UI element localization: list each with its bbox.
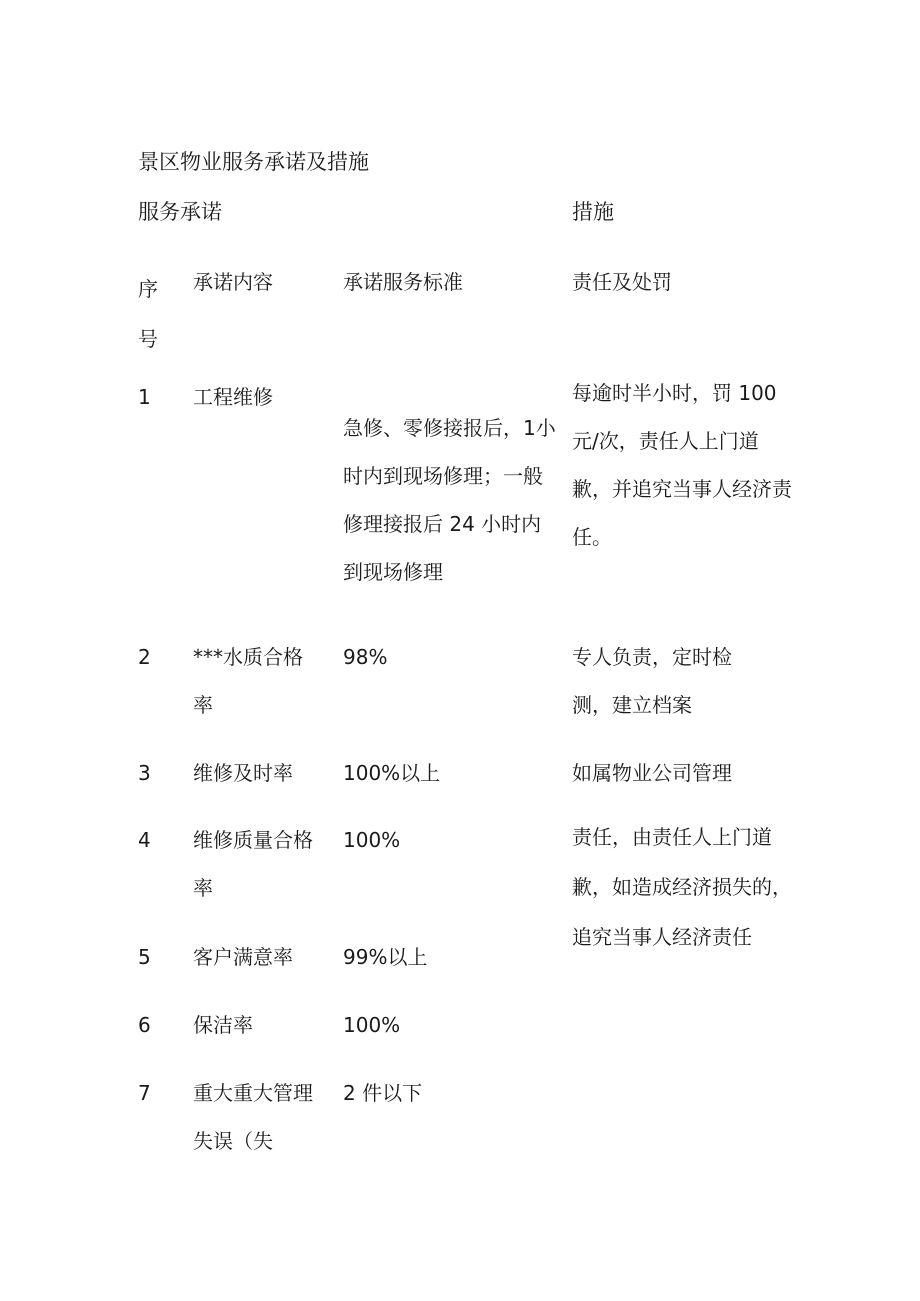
row-3-no: 3 bbox=[138, 761, 151, 785]
row-5-content: 客户满意率 bbox=[193, 945, 293, 969]
row-4-responsibility: 责任，由责任人上门道歉，如造成经济损失的，追究当事人经济责任 bbox=[572, 825, 792, 949]
row-6-no: 6 bbox=[138, 1013, 151, 1037]
row-2-standard: 98% bbox=[343, 645, 388, 669]
row-1-content: 工程维修 bbox=[193, 385, 273, 409]
row-4-no: 4 bbox=[138, 828, 151, 852]
row-3-responsibility: 如属物业公司管理 bbox=[572, 761, 732, 785]
row-2-responsibility: 专人负责，定时检测，建立档案 bbox=[572, 645, 732, 717]
row-7-no: 7 bbox=[138, 1081, 151, 1105]
row-4-standard: 100% bbox=[343, 828, 401, 852]
column-header-no: 序号 bbox=[138, 277, 158, 351]
row-6-standard: 100% bbox=[343, 1013, 401, 1037]
column-header-standard: 承诺服务标准 bbox=[343, 270, 463, 294]
row-5-standard: 99%以上 bbox=[343, 945, 428, 969]
row-6-content: 保洁率 bbox=[193, 1013, 253, 1037]
row-3-content: 维修及时率 bbox=[193, 761, 293, 785]
row-4-content: 维修质量合格率 bbox=[193, 828, 313, 900]
row-7-standard: 2 件以下 bbox=[343, 1081, 423, 1105]
row-2-content: ***水质合格率 bbox=[193, 645, 303, 717]
row-7-content: 重大重大管理失误（失 bbox=[193, 1081, 313, 1153]
row-1-standard: 急修、零修接报后，1小时内到现场修理；一般修理接报后 24 小时内到现场修理 bbox=[343, 416, 556, 584]
document-title: 景区物业服务承诺及措施 bbox=[138, 150, 369, 174]
row-1-responsibility: 每逾时半小时，罚 100 元/次，责任人上门道歉，并追究当事人经济责任。 bbox=[572, 381, 792, 549]
row-2-no: 2 bbox=[138, 645, 151, 669]
section-heading-service-commitment: 服务承诺 bbox=[138, 200, 222, 224]
column-header-content: 承诺内容 bbox=[193, 270, 273, 294]
section-heading-measures: 措施 bbox=[572, 200, 614, 224]
column-header-responsibility: 责任及处罚 bbox=[572, 270, 672, 294]
row-1-no: 1 bbox=[138, 385, 151, 409]
row-5-no: 5 bbox=[138, 945, 151, 969]
row-3-standard: 100%以上 bbox=[343, 761, 441, 785]
